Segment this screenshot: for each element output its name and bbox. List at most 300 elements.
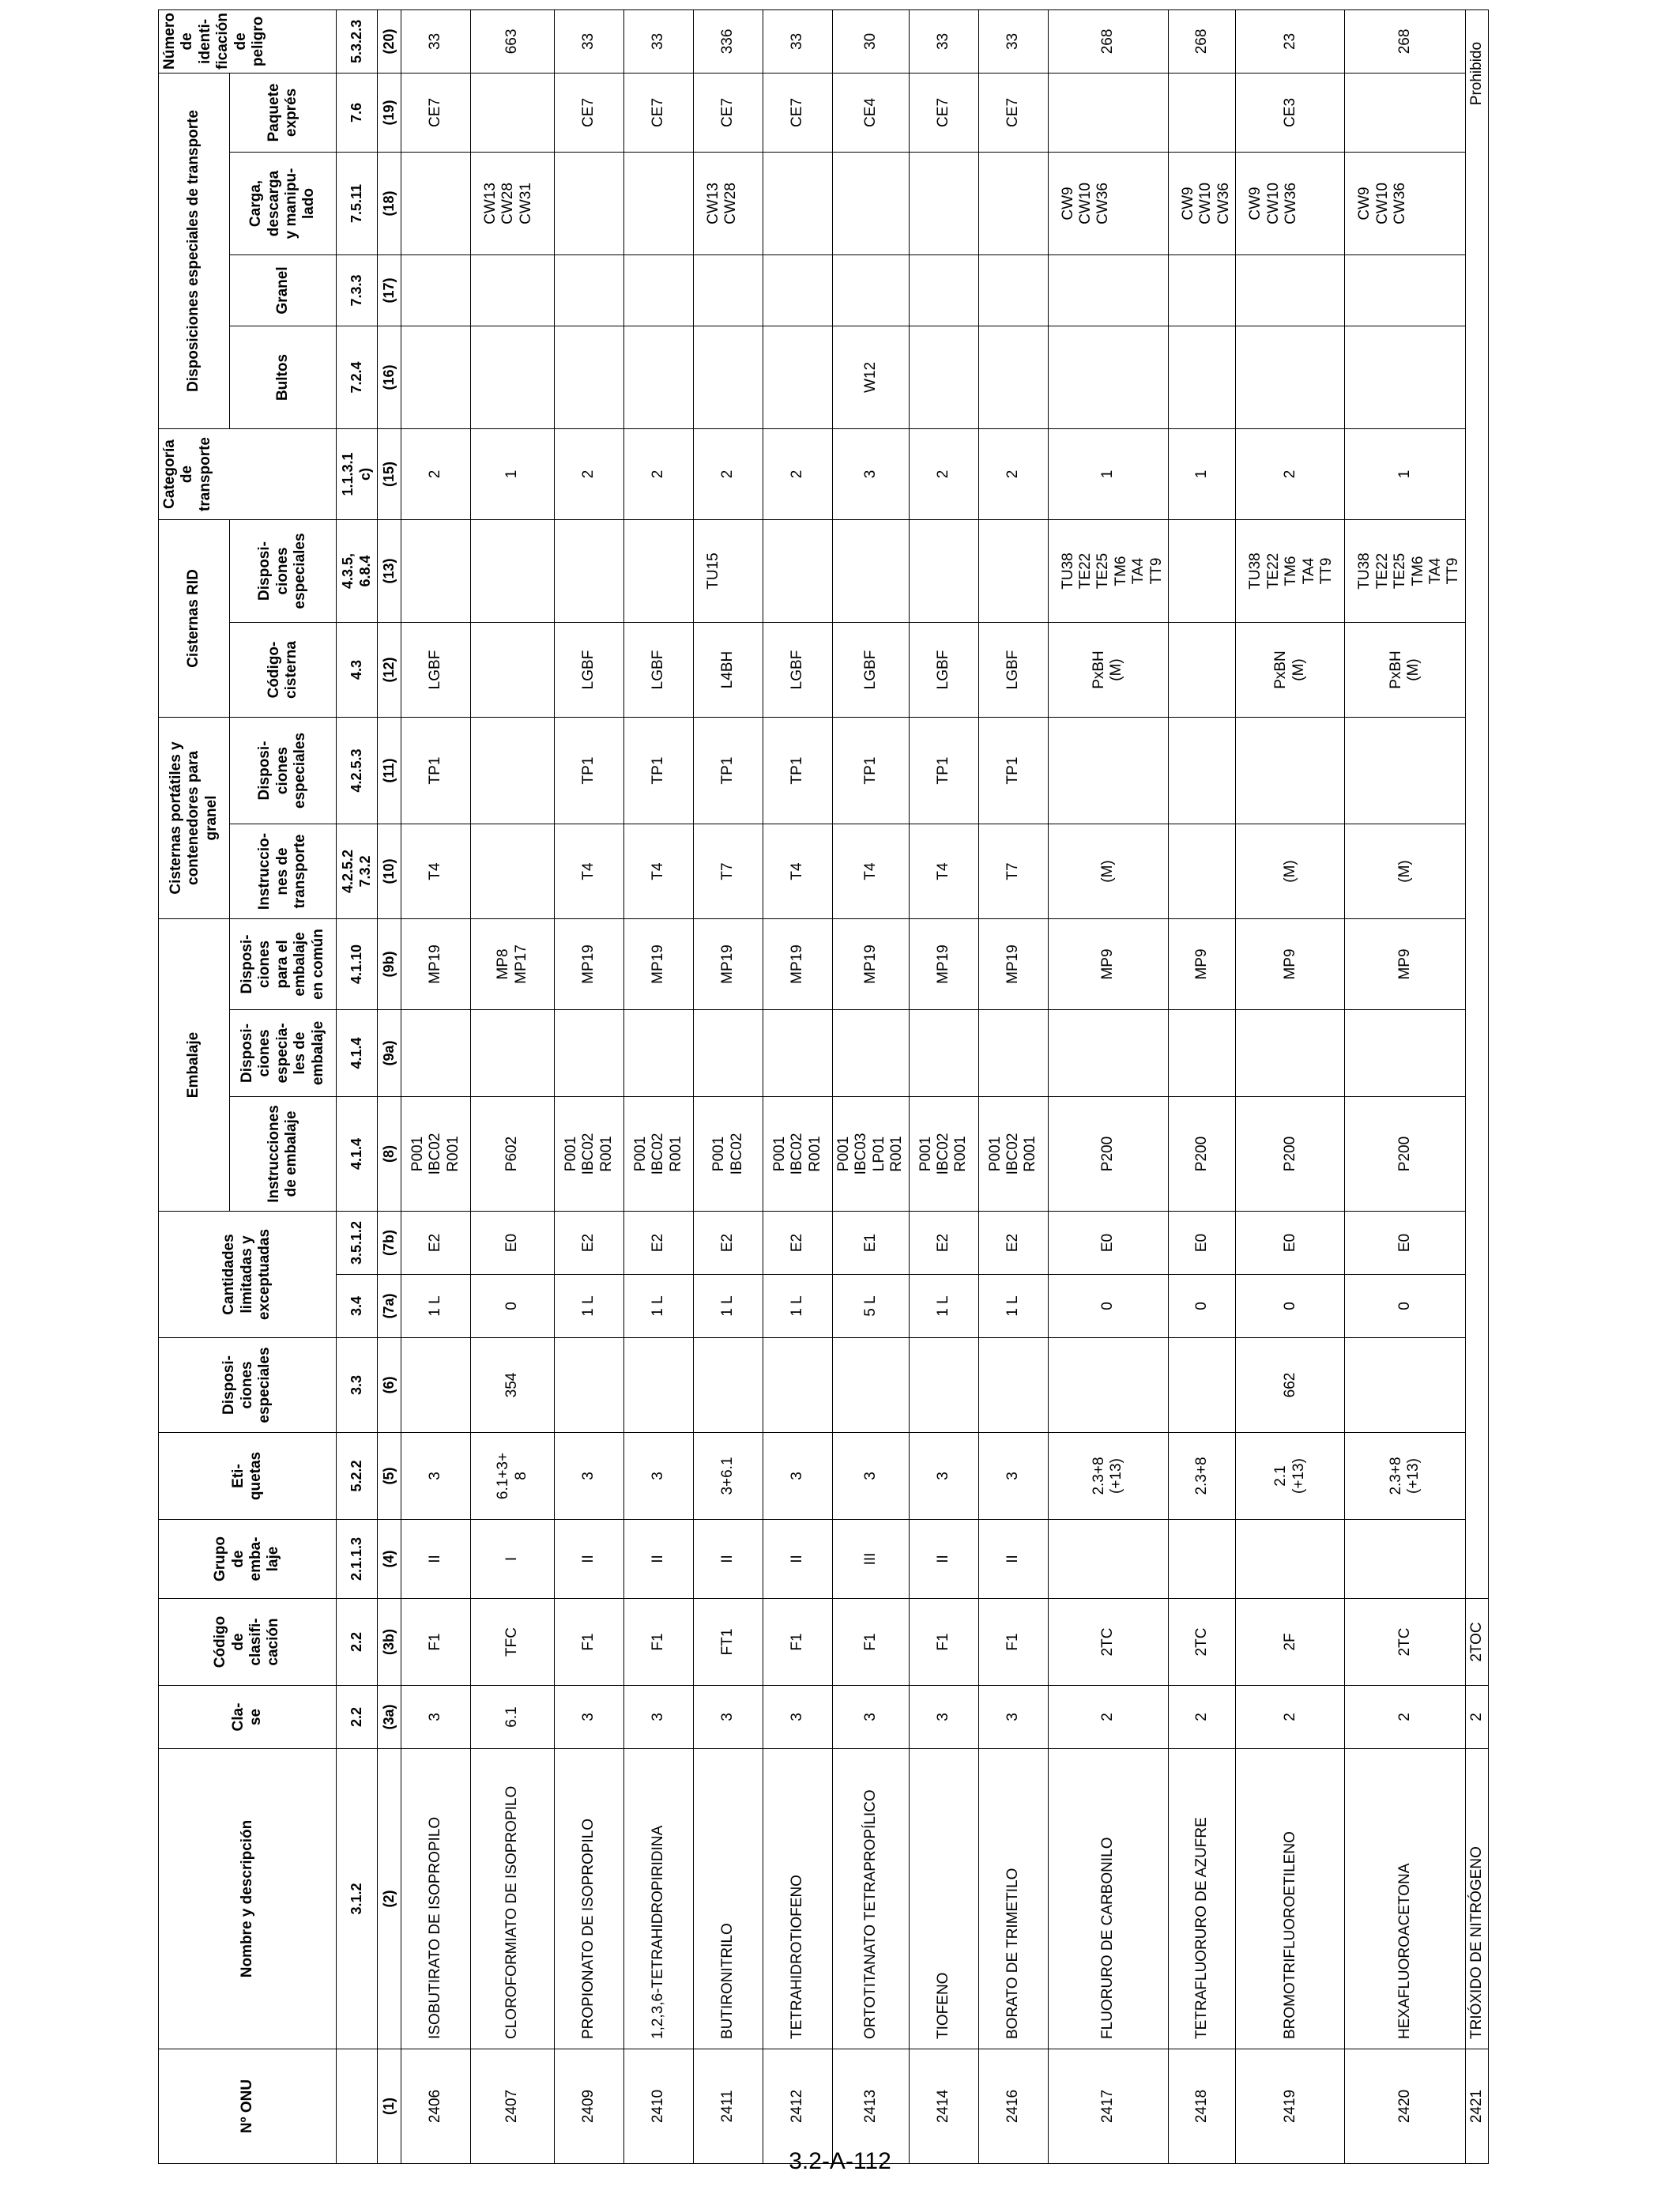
cell-disposiciones-comun: MP19 — [909, 919, 978, 1010]
cell-codigo: F1 — [401, 1599, 471, 1686]
cell-instrucciones-transporte: T7 — [694, 824, 763, 919]
cell-carga-descarga — [624, 152, 694, 254]
cell-onu: 2406 — [401, 2049, 471, 2164]
cell-codigo-cisterna: LGBF — [833, 623, 910, 718]
header-carga-descarga: Carga, descarga y manipu- lado — [230, 152, 337, 254]
cell-codigo-cisterna: LGBF — [978, 623, 1048, 718]
cell-bultos — [909, 326, 978, 428]
column-number-cell: (20) — [378, 9, 401, 73]
cell-categoria-transporte: 1 — [471, 428, 555, 519]
ref-cell: 3.4 — [337, 1275, 378, 1338]
cell-etiquetas: 3+6.1 — [694, 1433, 763, 1520]
cell-onu: 2407 — [471, 2049, 555, 2164]
header-codigo: Código de clasifi- cación — [159, 1599, 337, 1686]
cell-name: BUTIRONITRILO — [694, 1749, 763, 2049]
cell-codigo-cisterna — [471, 623, 555, 718]
cell-clase: 3 — [624, 1686, 694, 1749]
cell-granel — [1236, 254, 1345, 326]
cell-cantidad-limitada: 1 L — [763, 1275, 833, 1338]
cell-instrucciones-embalaje: P200 — [1345, 1097, 1465, 1212]
cell-disposiciones-especiales — [694, 1338, 763, 1433]
cell-bultos: W12 — [833, 326, 910, 428]
cell-codigo: F1 — [833, 1599, 910, 1686]
table-row — [978, 9, 1048, 2163]
cell-disposiciones-cisterna-rid — [1169, 519, 1236, 622]
cell-categoria-transporte: 1 — [1048, 428, 1168, 519]
cell-name: FLUORURO DE CARBONILO — [1048, 1749, 1168, 2049]
cell-grupo: II — [624, 1520, 694, 1599]
cell-bultos — [1236, 326, 1345, 428]
header-instrucciones-embalaje: Instrucciones de embalaje — [230, 1097, 337, 1212]
cell-disposiciones-especiales — [1345, 1338, 1465, 1433]
cell-clase: 3 — [555, 1686, 624, 1749]
cell-grupo: I — [471, 1520, 555, 1599]
cell-categoria-transporte: 2 — [978, 428, 1048, 519]
column-number-cell: (6) — [378, 1338, 401, 1433]
cell-disposiciones-comun: MP9 — [1169, 919, 1236, 1010]
cell-cantidad-exceptuada: E2 — [624, 1212, 694, 1275]
cell-onu: 2409 — [555, 2049, 624, 2164]
cell-name: TETRAHIDROTIOFENO — [763, 1749, 833, 2049]
ref-cell: 4.3.5, 6.8.4 — [337, 519, 378, 622]
cell-disposiciones-embalaje — [401, 1010, 471, 1097]
cell-categoria-transporte: 1 — [1169, 428, 1236, 519]
cell-codigo-cisterna: PxBN (M) — [1236, 623, 1345, 718]
cell-onu: 2418 — [1169, 2049, 1236, 2164]
cell-instrucciones-embalaje: P001 IBC02 R001 — [909, 1097, 978, 1212]
cell-disposiciones-embalaje — [909, 1010, 978, 1097]
cell-disposiciones-especiales — [763, 1338, 833, 1433]
cell-disposiciones-comun: MP9 — [1345, 919, 1465, 1010]
cell-granel — [833, 254, 910, 326]
table-row — [763, 9, 833, 2163]
cell-codigo-cisterna — [1169, 623, 1236, 718]
column-number-cell: (8) — [378, 1097, 401, 1212]
cell-disposiciones-comun: MP9 — [1236, 919, 1345, 1010]
header-onu: Nº ONU — [159, 2049, 337, 2164]
cell-disposiciones-cisterna-portatil — [1345, 718, 1465, 824]
column-number-cell: (11) — [378, 718, 401, 824]
cell-disposiciones-cisterna-rid — [401, 519, 471, 622]
cell-disposiciones-cisterna-portatil: TP1 — [555, 718, 624, 824]
column-number-cell: (2) — [378, 1749, 401, 2049]
header-cisternas-portatiles: Cisternas portátiles y contenedores para granel — [159, 718, 230, 919]
cell-carga-descarga: CW13 CW28 CW31 — [471, 152, 555, 254]
table-row — [694, 9, 763, 2163]
cell-categoria-transporte: 2 — [909, 428, 978, 519]
header-cisternas-rid: Cisternas RID — [159, 519, 230, 717]
cell-disposiciones-cisterna-rid — [624, 519, 694, 622]
cell-disposiciones-cisterna-portatil: TP1 — [909, 718, 978, 824]
cell-granel — [624, 254, 694, 326]
cell-onu: 2411 — [694, 2049, 763, 2164]
cell-codigo: F1 — [763, 1599, 833, 1686]
table-row — [1169, 9, 1236, 2163]
cell-etiquetas: 2.3+8 (+13) — [1345, 1433, 1465, 1520]
cell-carga-descarga — [833, 152, 910, 254]
cell-clase: 2 — [1345, 1686, 1465, 1749]
cell-clase: 3 — [763, 1686, 833, 1749]
cell-granel — [471, 254, 555, 326]
cell-disposiciones-cisterna-rid: TU15 — [694, 519, 763, 622]
table-row — [471, 9, 555, 2163]
cell-disposiciones-embalaje — [555, 1010, 624, 1097]
cell-cantidad-exceptuada: E2 — [763, 1212, 833, 1275]
cell-cantidad-exceptuada: E2 — [401, 1212, 471, 1275]
cell-instrucciones-transporte: T4 — [401, 824, 471, 919]
cell-numero-peligro: 33 — [909, 9, 978, 73]
cell-disposiciones-comun: MP19 — [401, 919, 471, 1010]
cell-granel — [555, 254, 624, 326]
cell-codigo-cisterna: PxBH (M) — [1345, 623, 1465, 718]
cell-bultos — [1169, 326, 1236, 428]
header-instrucciones-transporte: Instruccio- nes de transporte — [230, 824, 337, 919]
cell-disposiciones-cisterna-rid — [909, 519, 978, 622]
cell-paquete-expres: CE7 — [401, 73, 471, 152]
cell-granel — [1048, 254, 1168, 326]
cell-carga-descarga: CW9 CW10 CW36 — [1169, 152, 1236, 254]
cell-cantidad-limitada: 0 — [1048, 1275, 1168, 1338]
page-number: 3.2-A-112 — [789, 2148, 891, 2174]
ref-cell: 2.2 — [337, 1686, 378, 1749]
cell-disposiciones-cisterna-rid — [833, 519, 910, 622]
cell-disposiciones-embalaje — [1169, 1010, 1236, 1097]
cell-grupo: II — [763, 1520, 833, 1599]
cell-paquete-expres — [471, 73, 555, 152]
header-codigo-cisterna: Código- cisterna — [230, 623, 337, 718]
table-row — [1345, 9, 1465, 2163]
cell-disposiciones-embalaje — [624, 1010, 694, 1097]
cell-grupo: II — [909, 1520, 978, 1599]
cell-etiquetas: 3 — [909, 1433, 978, 1520]
cell-granel — [909, 254, 978, 326]
cell-clase: 2 — [1048, 1686, 1168, 1749]
cell-codigo: F1 — [978, 1599, 1048, 1686]
cell-instrucciones-embalaje: P200 — [1048, 1097, 1168, 1212]
cell-instrucciones-transporte: (M) — [1345, 824, 1465, 919]
cell-instrucciones-transporte: T4 — [555, 824, 624, 919]
cell-disposiciones-especiales — [909, 1338, 978, 1433]
cell-instrucciones-transporte: (M) — [1048, 824, 1168, 919]
cell-bultos — [401, 326, 471, 428]
cell-cantidad-exceptuada: E0 — [1169, 1212, 1236, 1275]
cell-etiquetas: 3 — [555, 1433, 624, 1520]
cell-onu: 2412 — [763, 2049, 833, 2164]
cell-grupo — [1345, 1520, 1465, 1599]
cell-disposiciones-cisterna-portatil — [1169, 718, 1236, 824]
cell-paquete-expres: CE7 — [624, 73, 694, 152]
cell-disposiciones-comun: MP9 — [1048, 919, 1168, 1010]
header-cantidades: Cantidades limitadas y exceptuadas — [159, 1212, 337, 1338]
cell-instrucciones-embalaje: P001 IBC03 LP01 R001 — [833, 1097, 910, 1212]
cell-name: BORATO DE TRIMETILO — [978, 1749, 1048, 2049]
cell-cantidad-limitada: 1 L — [909, 1275, 978, 1338]
column-number-cell: (7a) — [378, 1275, 401, 1338]
cell-bultos — [471, 326, 555, 428]
cell-categoria-transporte: 2 — [401, 428, 471, 519]
cell-name: HEXAFLUOROACETONA — [1345, 1749, 1465, 2049]
ref-cell: 7.6 — [337, 73, 378, 152]
rotated-table-wrapper — [158, 10, 1485, 2164]
ref-cell: 4.1.4 — [337, 1097, 378, 1212]
cell-cantidad-exceptuada: E0 — [471, 1212, 555, 1275]
ref-cell: 5.3.2.3 — [337, 9, 378, 73]
cell-name: TRIÓXIDO DE NITRÓGENO — [1465, 1749, 1488, 2049]
cell-disposiciones-cisterna-rid: TU38 TE22 TE25 TM6 TA4 TT9 — [1048, 519, 1168, 622]
header-grupo: Grupo de emba- laje — [159, 1520, 337, 1599]
cell-categoria-transporte: 1 — [1345, 428, 1465, 519]
cell-disposiciones-comun: MP19 — [978, 919, 1048, 1010]
cell-disposiciones-especiales: 354 — [471, 1338, 555, 1433]
cell-codigo: 2F — [1236, 1599, 1345, 1686]
header-row-1 — [159, 9, 230, 2163]
cell-codigo-cisterna: L4BH — [694, 623, 763, 718]
cell-disposiciones-cisterna-rid: TU38 TE22 TE25 TM6 TA4 TT9 — [1345, 519, 1465, 622]
cell-instrucciones-transporte: (M) — [1236, 824, 1345, 919]
cell-etiquetas: 2.3+8 — [1169, 1433, 1236, 1520]
cell-etiquetas: 3 — [624, 1433, 694, 1520]
cell-instrucciones-transporte: T4 — [909, 824, 978, 919]
cell-paquete-expres: CE7 — [909, 73, 978, 152]
cell-cantidad-exceptuada: E2 — [694, 1212, 763, 1275]
column-number-cell: (15) — [378, 428, 401, 519]
cell-bultos — [555, 326, 624, 428]
table-row — [401, 9, 471, 2163]
cell-disposiciones-especiales — [401, 1338, 471, 1433]
cell-disposiciones-especiales — [624, 1338, 694, 1433]
cell-clase: 2 — [1465, 1686, 1488, 1749]
cell-instrucciones-embalaje: P001 IBC02 R001 — [763, 1097, 833, 1212]
cell-numero-peligro: 23 — [1236, 9, 1345, 73]
ref-cell: 4.2.5.3 — [337, 718, 378, 824]
cell-clase: 3 — [909, 1686, 978, 1749]
cell-numero-peligro: 33 — [624, 9, 694, 73]
cell-cantidad-limitada: 0 — [1345, 1275, 1465, 1338]
cell-codigo: FT1 — [694, 1599, 763, 1686]
cell-carga-descarga — [401, 152, 471, 254]
cell-disposiciones-cisterna-portatil: TP1 — [694, 718, 763, 824]
cell-numero-peligro: 33 — [555, 9, 624, 73]
cell-cantidad-exceptuada: E2 — [909, 1212, 978, 1275]
cell-onu: 2420 — [1345, 2049, 1465, 2164]
cell-carga-descarga: CW13 CW28 — [694, 152, 763, 254]
ref-cell: 3.1.2 — [337, 1749, 378, 2049]
cell-numero-peligro: 33 — [763, 9, 833, 73]
ref-cell: 7.5.11 — [337, 152, 378, 254]
ref-cell: 4.2.5.2 7.3.2 — [337, 824, 378, 919]
cell-codigo-cisterna: LGBF — [401, 623, 471, 718]
cell-disposiciones-cisterna-portatil: TP1 — [763, 718, 833, 824]
cell-numero-peligro: 268 — [1048, 9, 1168, 73]
cell-disposiciones-embalaje — [471, 1010, 555, 1097]
cell-etiquetas: 6.1+3+ 8 — [471, 1433, 555, 1520]
cell-disposiciones-embalaje — [763, 1010, 833, 1097]
cell-categoria-transporte: 2 — [1236, 428, 1345, 519]
cell-bultos — [694, 326, 763, 428]
column-number-cell: (1) — [378, 2049, 401, 2164]
cell-grupo — [1236, 1520, 1345, 1599]
cell-disposiciones-especiales: 662 — [1236, 1338, 1345, 1433]
column-number-cell: (13) — [378, 519, 401, 622]
ref-cell: 2.1.1.3 — [337, 1520, 378, 1599]
header-paquete-expres: Paquete exprés — [230, 73, 337, 152]
cell-disposiciones-especiales — [1048, 1338, 1168, 1433]
cell-categoria-transporte: 2 — [555, 428, 624, 519]
column-number-cell: (7b) — [378, 1212, 401, 1275]
reference-row — [337, 9, 378, 2163]
cell-numero-peligro: 33 — [401, 9, 471, 73]
cell-carga-descarga: CW9 CW10 CW36 — [1236, 152, 1345, 254]
cell-name: ORTOTITANATO TETRAPROPÍLICO — [833, 1749, 910, 2049]
header-granel: Granel — [230, 254, 337, 326]
cell-paquete-expres: CE7 — [555, 73, 624, 152]
cell-cantidad-limitada: 0 — [1236, 1275, 1345, 1338]
cell-etiquetas: 3 — [763, 1433, 833, 1520]
table-row — [1236, 9, 1345, 2163]
cell-instrucciones-embalaje: P001 IBC02 R001 — [555, 1097, 624, 1212]
cell-disposiciones-embalaje — [833, 1010, 910, 1097]
table-body — [401, 9, 1489, 2163]
cell-disposiciones-cisterna-rid — [471, 519, 555, 622]
cell-granel — [401, 254, 471, 326]
cell-disposiciones-cisterna-rid — [978, 519, 1048, 622]
cell-cantidad-limitada: 0 — [1169, 1275, 1236, 1338]
cell-disposiciones-comun: MP19 — [624, 919, 694, 1010]
column-number-cell: (9b) — [378, 919, 401, 1010]
column-number-cell: (9a) — [378, 1010, 401, 1097]
column-number-cell: (17) — [378, 254, 401, 326]
cell-instrucciones-embalaje: P200 — [1236, 1097, 1345, 1212]
cell-instrucciones-transporte: T4 — [763, 824, 833, 919]
cell-codigo-cisterna: LGBF — [555, 623, 624, 718]
ref-cell: 3.5.1.2 — [337, 1212, 378, 1275]
cell-disposiciones-cisterna-portatil — [1048, 718, 1168, 824]
column-number-cell: (12) — [378, 623, 401, 718]
cell-cantidad-limitada: 5 L — [833, 1275, 910, 1338]
cell-clase: 6.1 — [471, 1686, 555, 1749]
cell-paquete-expres — [1048, 73, 1168, 152]
cell-cantidad-limitada: 1 L — [624, 1275, 694, 1338]
column-number-cell: (19) — [378, 73, 401, 152]
cell-cantidad-exceptuada: E0 — [1048, 1212, 1168, 1275]
cell-granel — [1169, 254, 1236, 326]
cell-bultos — [763, 326, 833, 428]
cell-onu: 2421 — [1465, 2049, 1488, 2164]
cell-codigo-cisterna: LGBF — [763, 623, 833, 718]
cell-name: TIOFENO — [909, 1749, 978, 2049]
cell-disposiciones-comun: MP19 — [833, 919, 910, 1010]
cell-paquete-expres — [1345, 73, 1465, 152]
cell-numero-peligro: 30 — [833, 9, 910, 73]
cell-instrucciones-embalaje: P001 IBC02 R001 — [978, 1097, 1048, 1212]
cell-carga-descarga: CW9 CW10 CW36 — [1345, 152, 1465, 254]
cell-paquete-expres: CE7 — [694, 73, 763, 152]
header-disposiciones-cisterna-rid: Disposi- ciones especiales — [230, 519, 337, 622]
cell-paquete-expres: CE7 — [978, 73, 1048, 152]
ref-cell: 3.3 — [337, 1338, 378, 1433]
cell-grupo: II — [694, 1520, 763, 1599]
cell-bultos — [978, 326, 1048, 428]
cell-instrucciones-transporte: T4 — [624, 824, 694, 919]
cell-disposiciones-cisterna-portatil — [1236, 718, 1345, 824]
cell-etiquetas: 2.1 (+13) — [1236, 1433, 1345, 1520]
ref-cell: 7.3.3 — [337, 254, 378, 326]
table-row — [833, 9, 910, 2163]
cell-clase: 3 — [694, 1686, 763, 1749]
column-number-row — [378, 9, 401, 2163]
cell-cantidad-limitada: 1 L — [555, 1275, 624, 1338]
cell-disposiciones-comun: MP19 — [763, 919, 833, 1010]
header-clase: Cla- se — [159, 1686, 337, 1749]
cell-clase: 2 — [1169, 1686, 1236, 1749]
cell-onu: 2416 — [978, 2049, 1048, 2164]
cell-clase: 2 — [1236, 1686, 1345, 1749]
cell-instrucciones-embalaje: P001 IBC02 R001 — [624, 1097, 694, 1212]
cell-categoria-transporte: 2 — [624, 428, 694, 519]
cell-numero-peligro: 663 — [471, 9, 555, 73]
cell-disposiciones-comun: MP8 MP17 — [471, 919, 555, 1010]
cell-cantidad-limitada: 1 L — [978, 1275, 1048, 1338]
cell-disposiciones-cisterna-rid: TU38 TE22 TM6 TA4 TT9 — [1236, 519, 1345, 622]
header-name: Nombre y descripción — [159, 1749, 337, 2049]
ref-cell: 7.2.4 — [337, 326, 378, 428]
cell-disposiciones-cisterna-portatil: TP1 — [978, 718, 1048, 824]
cell-instrucciones-embalaje: P001 IBC02 — [694, 1097, 763, 1212]
cell-codigo-cisterna: PxBH (M) — [1048, 623, 1168, 718]
cell-cantidad-limitada: 1 L — [401, 1275, 471, 1338]
cell-disposiciones-embalaje — [978, 1010, 1048, 1097]
dangerous-goods-table — [158, 9, 1489, 2164]
cell-instrucciones-embalaje: P602 — [471, 1097, 555, 1212]
cell-codigo: F1 — [555, 1599, 624, 1686]
header-disposiciones-comun: Disposi- ciones para el embalaje en común — [230, 919, 337, 1010]
header-etiquetas: Eti- quetas — [159, 1433, 337, 1520]
table-row — [909, 9, 978, 2163]
cell-instrucciones-embalaje: P001 IBC02 R001 — [401, 1097, 471, 1212]
cell-cantidad-exceptuada: E2 — [978, 1212, 1048, 1275]
cell-name: ISOBUTIRATO DE ISOPROPILO — [401, 1749, 471, 2049]
cell-cantidad-exceptuada: E0 — [1236, 1212, 1345, 1275]
cell-paquete-expres — [1169, 73, 1236, 152]
cell-disposiciones-embalaje — [1345, 1010, 1465, 1097]
cell-cantidad-exceptuada: E2 — [555, 1212, 624, 1275]
cell-onu: 2417 — [1048, 2049, 1168, 2164]
cell-disposiciones-cisterna-portatil: TP1 — [401, 718, 471, 824]
cell-codigo: 2TC — [1169, 1599, 1236, 1686]
header-disposiciones-especiales: Disposi- ciones especiales — [159, 1338, 337, 1433]
cell-paquete-expres: CE3 — [1236, 73, 1345, 152]
cell-numero-peligro: 336 — [694, 9, 763, 73]
table-row — [555, 9, 624, 2163]
cell-codigo-cisterna: LGBF — [624, 623, 694, 718]
cell-clase: 3 — [978, 1686, 1048, 1749]
cell-name: CLOROFORMIATO DE ISOPROPILO — [471, 1749, 555, 2049]
cell-disposiciones-cisterna-portatil: TP1 — [833, 718, 910, 824]
column-number-cell: (16) — [378, 326, 401, 428]
cell-clase: 3 — [401, 1686, 471, 1749]
cell-granel — [694, 254, 763, 326]
cell-codigo: F1 — [624, 1599, 694, 1686]
cell-codigo: F1 — [909, 1599, 978, 1686]
cell-instrucciones-transporte: T4 — [833, 824, 910, 919]
header-disposiciones-embalaje: Disposi- ciones especia- les de embalaje — [230, 1010, 337, 1097]
cell-disposiciones-especiales — [833, 1338, 910, 1433]
cell-disposiciones-embalaje — [1236, 1010, 1345, 1097]
cell-disposiciones-cisterna-rid — [555, 519, 624, 622]
cell-instrucciones-transporte — [471, 824, 555, 919]
cell-grupo — [1169, 1520, 1236, 1599]
cell-cantidad-limitada: 0 — [471, 1275, 555, 1338]
